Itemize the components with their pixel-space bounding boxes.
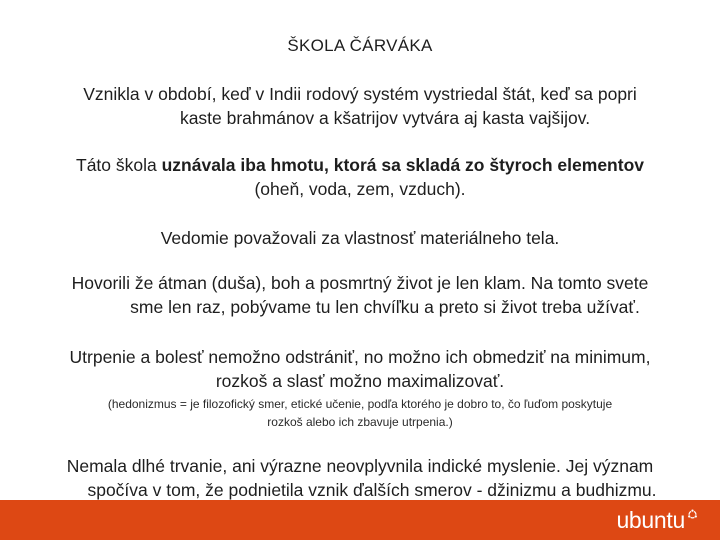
paragraph-suffering	[20, 345, 700, 393]
ubuntu-logo	[616, 506, 698, 534]
paragraph-origin-line-2: kaste brahmánov a kšatrijov vytvára aj kasta vajšijov.	[179, 108, 591, 128]
paragraph-origin-line-1: Vznikla v období, keď v Indii rodový systém vystriedal štát, keď sa popri	[83, 84, 637, 104]
paragraph-matter-prefix: Táto škola	[76, 155, 162, 175]
paragraph-legacy-line-1: Nemala dlhé trvanie, ani výrazne neovplyvnila indické myslenie. Jej význam	[66, 456, 654, 476]
hedonism-note	[20, 395, 700, 431]
paragraph-matter-line-2: (oheň, voda, zem, vzduch).	[254, 179, 466, 199]
hedonism-note-line-2: rozkoš alebo ich zbavuje utrpenia.)	[267, 415, 453, 429]
paragraph-atman-line-2: sme len raz, pobývame tu len chvíľku a preto si život treba užívať.	[130, 297, 640, 317]
paragraph-legacy-line-2: spočíva v tom, že podnietila vznik ďalších smerov - džinizmu a budhizmu.	[87, 480, 657, 500]
slide-title: ŠKOLA ČÁRVÁKA	[287, 36, 433, 55]
paragraph-suffering-line-1: Utrpenie a bolesť nemožno odstrániť, no možno ich obmedziť na minimum,	[69, 347, 651, 367]
paragraph-consciousness: Vedomie považovali za vlastnosť materiálneho tela.	[160, 228, 560, 248]
paragraph-origin	[20, 82, 700, 130]
paragraph-legacy	[20, 454, 700, 502]
paragraph-matter-line-1	[20, 153, 700, 177]
footer-bar	[0, 500, 720, 540]
hedonism-note-line-1: (hedonizmus = je filozofický smer, etické učenie, podľa ktorého je dobro to, čo ľuďom poskytuje	[107, 397, 613, 411]
paragraph-atman	[20, 271, 700, 319]
brand-wordmark: ubuntu	[616, 506, 685, 533]
circle-of-friends-icon	[687, 509, 698, 520]
paragraph-matter-emphasis: uznávala iba hmotu, ktorá sa skladá zo štyroch elementov	[161, 155, 644, 175]
paragraph-atman-line-1: Hovorili že átman (duša), boh a posmrtný život je len klam. Na tomto svete	[71, 273, 649, 293]
paragraph-matter	[20, 153, 700, 201]
paragraph-suffering-line-2: rozkoš a slasť možno maximalizovať.	[215, 371, 505, 391]
